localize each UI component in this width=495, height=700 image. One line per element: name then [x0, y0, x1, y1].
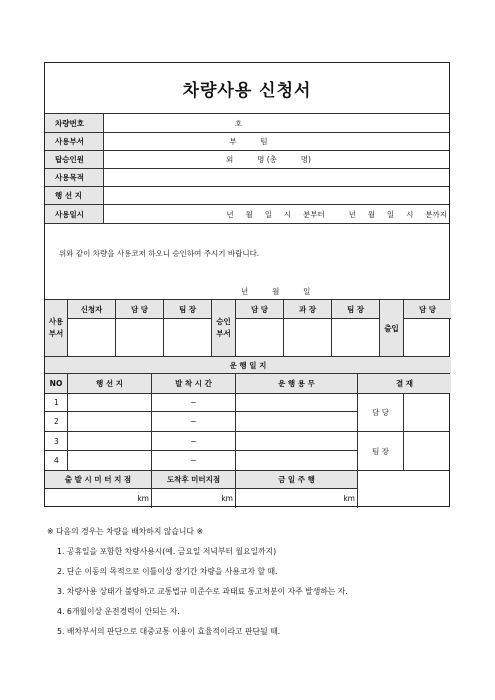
user-dept-label: 사용 부서 — [45, 300, 67, 356]
label-datetime: 사용일시 — [45, 205, 103, 223]
note-item: 1. 공휴일을 포함한 차량사용시(예. 금요일 저녁부터 월요일까지) — [57, 547, 277, 556]
log-row-no: 2 — [54, 417, 59, 426]
log-row-no: 3 — [54, 436, 59, 446]
log-row-time[interactable]: ~ — [190, 456, 197, 465]
log-sign-leader-label: 팀 장 — [372, 446, 389, 456]
label-purpose: 사용목적 — [45, 169, 103, 186]
sign-box-approve-staff[interactable] — [236, 319, 283, 356]
header-approve-staff: 담 당 — [236, 300, 283, 318]
header-approval: 결 재 — [358, 374, 451, 393]
header-arrival-meter: 도착후 미터지점 — [152, 471, 235, 488]
header-approve-leader: 팀 장 — [332, 300, 379, 318]
destination-field[interactable] — [104, 187, 451, 204]
request-date[interactable]: 년 월 일 — [241, 286, 311, 296]
header-approve-manager: 과 장 — [284, 300, 331, 318]
header-destination: 행 선 지 — [68, 374, 151, 393]
header-dept-staff: 담 당 — [116, 300, 163, 318]
vehicle-number-field[interactable]: 호 — [234, 118, 243, 128]
header-today-mileage: 금 일 주 행 — [236, 471, 357, 488]
sign-box-approve-manager[interactable] — [284, 319, 331, 356]
vehicle-request-form — [44, 62, 450, 507]
label-department: 사용부서 — [45, 133, 103, 150]
log-row-no: 4 — [54, 456, 59, 465]
exit-label: 출입 — [380, 300, 403, 356]
note-item: 4. 6개월이상 운전경력이 안되는 자. — [57, 607, 180, 616]
label-passengers: 탑승인원 — [45, 151, 103, 168]
km-arrival[interactable]: km — [221, 494, 233, 503]
log-sign-staff-label: 담 당 — [372, 408, 389, 417]
log-row-time[interactable]: ~ — [190, 417, 197, 426]
notes-heading: ※ 다음의 경우는 차량을 배차하지 않습니다 ※ — [47, 527, 203, 536]
log-row-no: 1 — [54, 398, 59, 407]
header-applicant: 신청자 — [68, 300, 115, 318]
label-destination: 행 선 지 — [45, 187, 103, 204]
sign-box-approve-leader[interactable] — [332, 319, 379, 356]
passengers-field[interactable]: 외 명 (총 명) — [226, 155, 311, 164]
header-dept-leader: 팀 장 — [164, 300, 211, 318]
sign-box-applicant[interactable] — [68, 319, 115, 356]
header-no: NO — [45, 374, 67, 393]
label-vehicle-number: 차량번호 — [45, 114, 103, 132]
header-start-meter: 출 발 시 미 터 지 점 — [45, 471, 151, 488]
header-departure-arrival: 발 착 시 간 — [152, 374, 235, 393]
department-field[interactable]: 부 팀 — [229, 137, 268, 146]
note-item: 2. 단순 이동의 목적으로 이틀이상 장기간 차량을 사용코자 할 때. — [57, 567, 278, 576]
sign-box-exit-staff[interactable] — [404, 319, 451, 356]
purpose-field[interactable] — [104, 169, 451, 186]
datetime-field[interactable]: 년 월 일 시 분부터 년 월 일 시 분까지 — [226, 209, 447, 219]
header-exit-staff: 담 당 — [404, 300, 451, 318]
approve-dept-label: 승인 부서 — [212, 300, 235, 356]
log-row-time[interactable]: ~ — [190, 436, 197, 446]
form-title: 차량사용 신청서 — [182, 80, 312, 101]
note-item: 5. 배차부서의 판단으로 대중교통 이용이 효율적이라고 판단될 때. — [57, 627, 281, 636]
note-item: 3. 차량사용 상태가 불량하고 교통법규 미준수로 과태료 통고처분이 자주 발생하는 자. — [57, 587, 348, 596]
log-section-title: 운 행 일 지 — [45, 357, 451, 373]
request-text: 위와 같이 차량을 사용코저 하오니 승인하여 주시기 바랍니다. — [59, 248, 260, 258]
km-start[interactable]: km — [137, 494, 149, 503]
sign-box-dept-leader[interactable] — [164, 319, 211, 356]
km-today[interactable]: km — [343, 494, 355, 503]
sign-box-dept-staff[interactable] — [116, 319, 163, 356]
header-business: 운 행 용 무 — [236, 374, 357, 393]
log-row-time[interactable]: ~ — [190, 398, 197, 407]
